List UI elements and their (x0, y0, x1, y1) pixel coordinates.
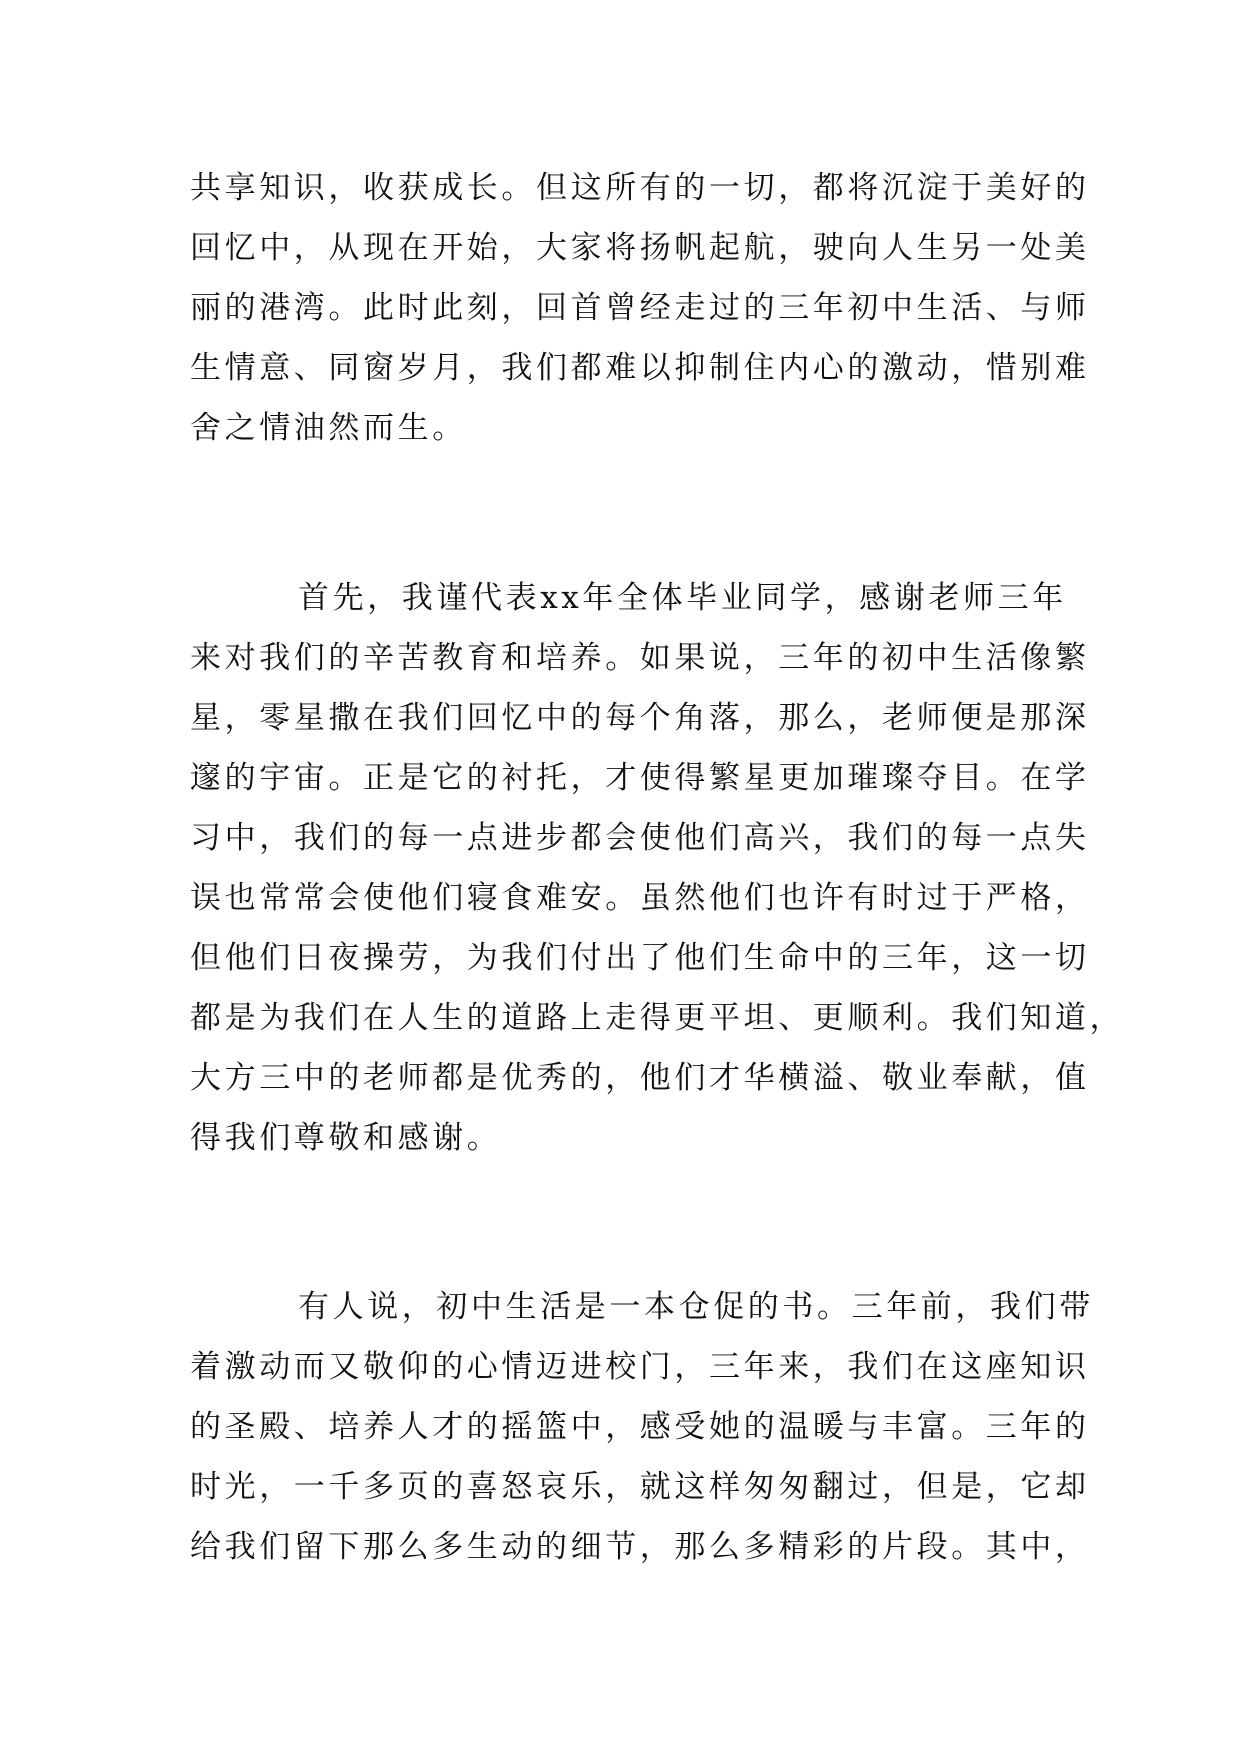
paragraph-line: 有人说，初中生活是一本仓促的书。三年前，我们带 (298, 1289, 1094, 1325)
paragraph-line: 得我们尊敬和感谢。 (190, 1120, 502, 1156)
paragraph-line: 生情意、同窗岁月，我们都难以抑制住内心的激动，惜别难 (190, 350, 1090, 386)
paragraph-line: 误也常常会使他们寝食难安。虽然他们也许有时过于严格， (190, 880, 1090, 916)
paragraph-line: 舍之情油然而生。 (190, 410, 467, 446)
paragraph-line: 丽的港湾。此时此刻，回首曾经走过的三年初中生活、与师 (190, 290, 1090, 326)
paragraph-2 (190, 568, 1125, 1168)
paragraph-3 (190, 1277, 1094, 1577)
paragraph-line: 着激动而又敬仰的心情迈进校门，三年来，我们在这座知识 (190, 1349, 1090, 1385)
paragraph-line: 回忆中，从现在开始，大家将扬帆起航，驶向人生另一处美 (190, 230, 1090, 266)
paragraph-line: 来对我们的辛苦教育和培养。如果说，三年的初中生活像繁 (190, 640, 1090, 676)
paragraph-1 (190, 158, 1090, 458)
paragraph-line: 共享知识，收获成长。但这所有的一切，都将沉淀于美好的 (190, 170, 1090, 206)
paragraph-line: 大方三中的老师都是优秀的，他们才华横溢、敬业奉献，值 (190, 1060, 1090, 1096)
paragraph-line: 首先，我谨代表xx年全体毕业同学，感谢老师三年 (298, 580, 1067, 616)
paragraph-line: 星，零星撒在我们回忆中的每个角落，那么，老师便是那深 (190, 700, 1090, 736)
paragraph-line: 给我们留下那么多生动的细节，那么多精彩的片段。其中， (190, 1529, 1090, 1565)
paragraph-line: 的圣殿、培养人才的摇篮中，感受她的温暖与丰富。三年的 (190, 1409, 1090, 1445)
paragraph-line: 时光，一千多页的喜怒哀乐，就这样匆匆翻过，但是，它却 (190, 1469, 1090, 1505)
paragraph-line: 习中，我们的每一点进步都会使他们高兴，我们的每一点失 (190, 820, 1090, 856)
paragraph-line: 都是为我们在人生的道路上走得更平坦、更顺利。我们知道， (190, 1000, 1125, 1036)
paragraph-line: 邃的宇宙。正是它的衬托，才使得繁星更加璀璨夺目。在学 (190, 760, 1090, 796)
paragraph-line: 但他们日夜操劳，为我们付出了他们生命中的三年，这一切 (190, 940, 1090, 976)
